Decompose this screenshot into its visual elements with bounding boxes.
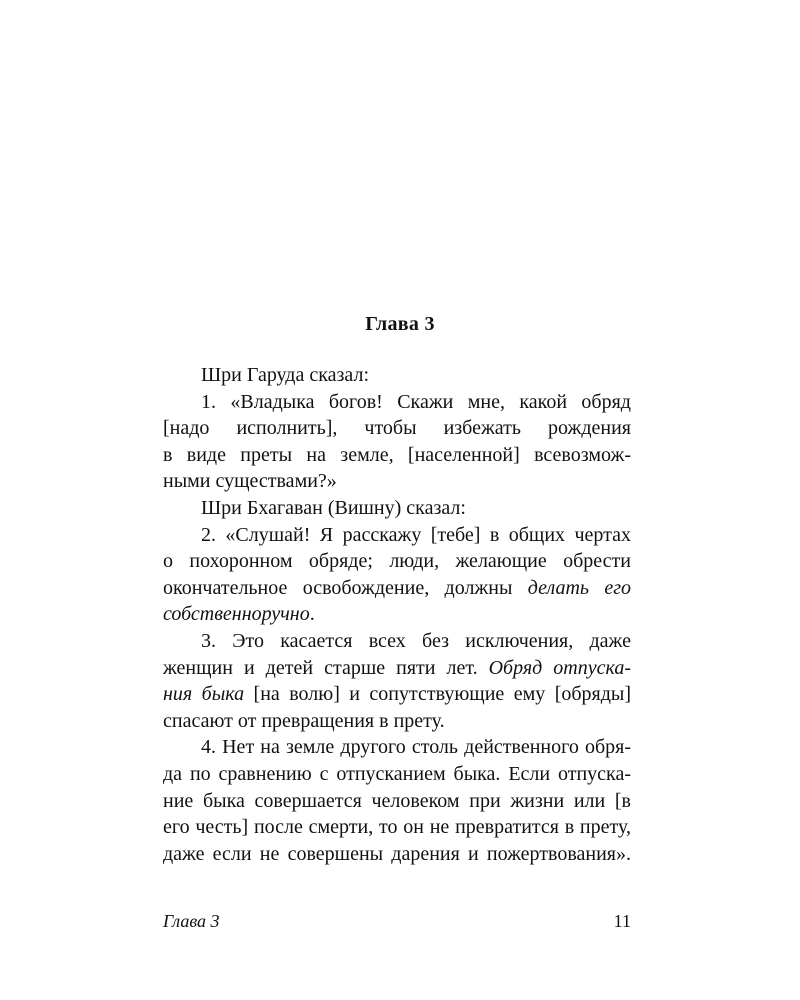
text-line: о похоронном обряде; люди, желающие обрести xyxy=(163,550,631,573)
text-line: ными существами?» xyxy=(163,470,337,493)
text-line: Шри Бхагаван (Вишну) сказал: xyxy=(201,496,466,519)
text-line: в виде преты на земле, [населенной] всевозмож- xyxy=(163,443,631,466)
text-line: ния быка [на волю] и сопутствующие ему [обряды] xyxy=(163,683,631,706)
text-line: ние быка совершается человеком при жизни или [в xyxy=(163,789,631,812)
text-line: [надо исполнить], чтобы избежать рождения xyxy=(163,417,631,440)
text-line: 3. Это касается всех без исключения, даже xyxy=(201,629,631,652)
body-text xyxy=(163,362,631,867)
text-line: 4. Нет на земле другого столь действенного обря- xyxy=(201,736,631,759)
running-title: Глава 3 xyxy=(163,911,220,931)
text-line: даже если не совершены дарения и пожертвования». xyxy=(163,842,631,865)
page-number: 11 xyxy=(613,911,631,931)
text-line: 2. «Слушай! Я расскажу [тебе] в общих чертах xyxy=(201,523,631,546)
text-line: его честь] после смерти, то он не превратится в прету, xyxy=(163,816,631,839)
emphasis: Обряд отпуска- xyxy=(488,656,631,679)
emphasis: собственноручно xyxy=(163,603,310,626)
text-line: Шри Гаруда сказал: xyxy=(201,364,370,386)
text-line: 1. «Владыка богов! Скажи мне, какой обряд xyxy=(201,390,631,413)
text-line: спасают от превращения в прету. xyxy=(163,709,445,732)
text-line: женщин и детей старше пяти лет. Обряд отпуска- xyxy=(163,656,631,679)
text-line: окончательное освобождение, должны делать его xyxy=(163,576,631,599)
text-line: да по сравнению с отпусканием быка. Если отпуска- xyxy=(163,762,631,785)
text-line: собственноручно. xyxy=(163,603,315,626)
chapter-heading: Глава 3 xyxy=(365,313,435,335)
emphasis: ния быка xyxy=(163,683,245,706)
emphasis: делать его xyxy=(527,576,631,599)
